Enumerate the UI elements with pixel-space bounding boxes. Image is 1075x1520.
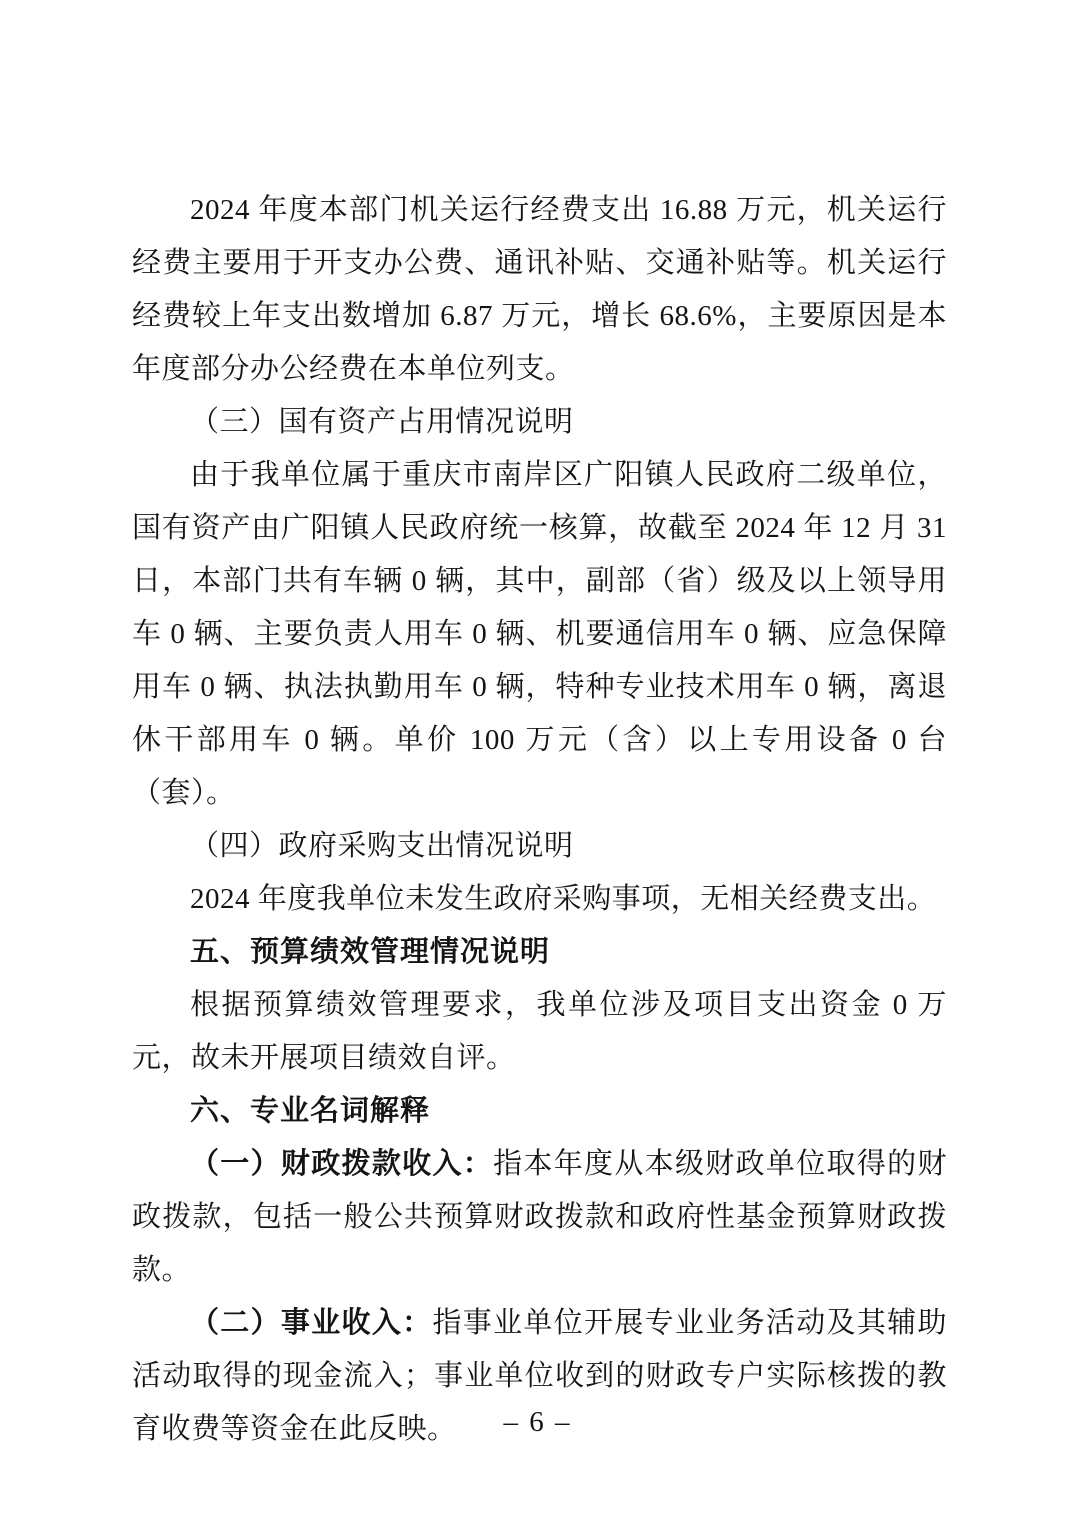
paragraph-term-fiscal-appropriation-income bbox=[132, 1138, 947, 1297]
paragraph-operating-expenses: 2024 年度本部门机关运行经费支出 16.88 万元，机关运行经费主要用于开支办公费、通讯补贴、交通补贴等。机关运行经费较上年支出数增加 6.87 万元，增长 68.6%，主要原因是本年度部分办公经费在本单位列支。 bbox=[132, 194, 947, 385]
heading-government-procurement: （四）政府采购支出情况说明 bbox=[190, 830, 574, 862]
term-label-business-income: （二）事业收入： bbox=[190, 1307, 433, 1339]
term-label-fiscal-appropriation-income: （一）财政拨款收入： bbox=[190, 1148, 494, 1180]
paragraph-state-owned-assets-detail: 由于我单位属于重庆市南岸区广阳镇人民政府二级单位，国有资产由广阳镇人民政府统一核算，故截至 2024 年 12 月 31 日，本部门共有车辆 0 辆，其中，副部（省）级及以上领导用车 0 辆、主要负责人用车 0 辆、机要通信用车 0 辆、应急保障用车 0 辆、执法执勤用车 0 辆，特种专业技术用车 0 辆，离退休干部用车 0 辆。单价 100 万元（含）以上专用设备 0 台（套）。 bbox=[132, 459, 947, 809]
term-definition-business-income: 指事业单位开展专业业务活动及其辅助活动取得的现金流入；事业单位收到的财政专户实际核拨的教育收费等资金在此反映。 bbox=[132, 1307, 947, 1445]
term-definition-fiscal-appropriation-income: 指本年度从本级财政单位取得的财政拨款，包括一般公共预算财政拨款和政府性基金预算财政拨款。 bbox=[132, 1148, 947, 1286]
document-body bbox=[132, 184, 947, 1456]
heading-budget-performance: 五、预算绩效管理情况说明 bbox=[190, 936, 551, 968]
page-number: – 6 – bbox=[503, 1406, 572, 1438]
heading-terminology: 六、专业名词解释 bbox=[190, 1095, 431, 1127]
paragraph-government-procurement: 2024 年度我单位未发生政府采购事项，无相关经费支出。 bbox=[190, 883, 937, 915]
heading-state-owned-assets: （三）国有资产占用情况说明 bbox=[190, 406, 574, 438]
paragraph-budget-performance: 根据预算绩效管理要求，我单位涉及项目支出资金 0 万元，故未开展项目绩效自评。 bbox=[132, 989, 947, 1074]
